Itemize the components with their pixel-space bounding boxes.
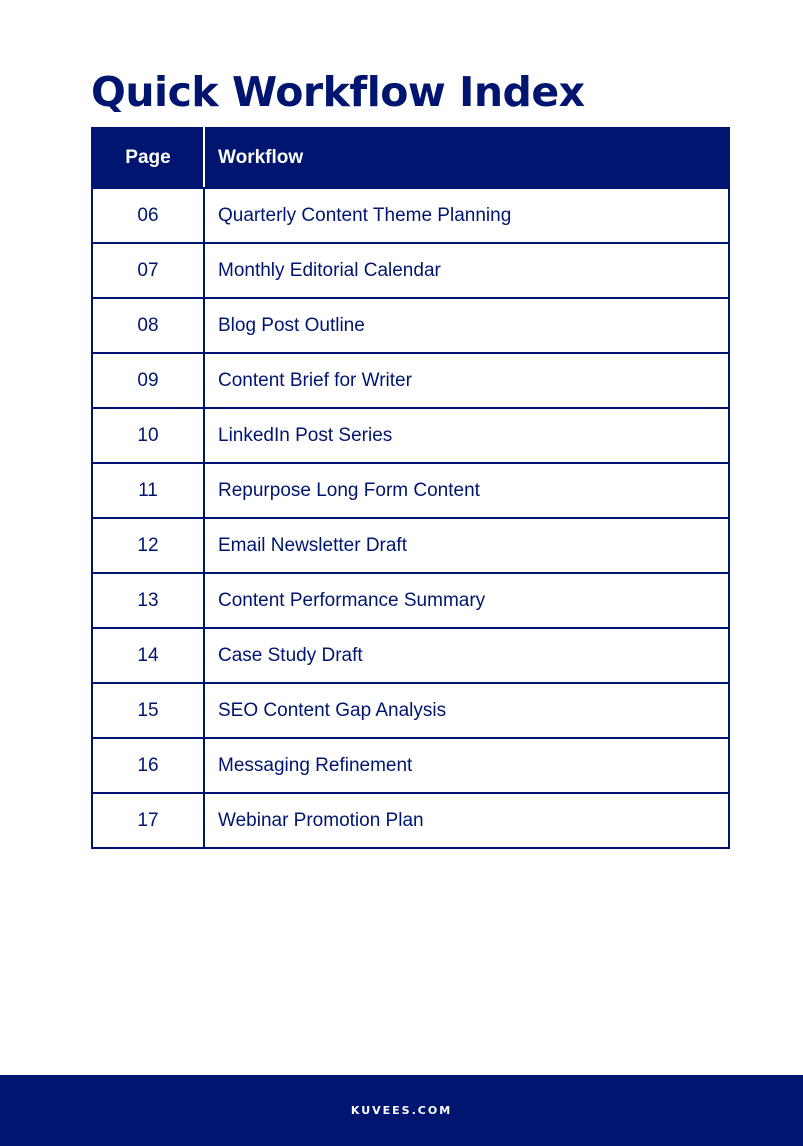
table-header-row (92, 128, 729, 188)
page-number-cell: 16 (92, 738, 204, 793)
workflow-name-cell: Content Brief for Writer (204, 353, 729, 408)
page-title: Quick Workflow Index (91, 68, 585, 116)
table-row (92, 243, 729, 298)
page-number-cell: 06 (92, 188, 204, 243)
page-number-cell: 14 (92, 628, 204, 683)
table-row (92, 628, 729, 683)
workflow-name-cell: Blog Post Outline (204, 298, 729, 353)
workflow-name-cell: Repurpose Long Form Content (204, 463, 729, 518)
table-row (92, 298, 729, 353)
footer-website: KUVEES.COM (350, 1104, 453, 1117)
page-number-cell: 17 (92, 793, 204, 848)
workflow-name-cell: Webinar Promotion Plan (204, 793, 729, 848)
table-row (92, 188, 729, 243)
workflow-name-cell: SEO Content Gap Analysis (204, 683, 729, 738)
workflow-name-cell: Case Study Draft (204, 628, 729, 683)
page-number-cell: 08 (92, 298, 204, 353)
page-number-cell: 10 (92, 408, 204, 463)
page-number-cell: 09 (92, 353, 204, 408)
workflow-name-cell: Monthly Editorial Calendar (204, 243, 729, 298)
workflow-name-cell: Messaging Refinement (204, 738, 729, 793)
page-number-cell: 07 (92, 243, 204, 298)
table-row (92, 353, 729, 408)
page-number-cell: 12 (92, 518, 204, 573)
table-row (92, 793, 729, 848)
table-row (92, 683, 729, 738)
footer-bar (0, 1075, 803, 1146)
header-page: Page (92, 128, 204, 188)
table-row (92, 738, 729, 793)
workflow-index-table (91, 127, 730, 849)
workflow-name-cell: Email Newsletter Draft (204, 518, 729, 573)
header-workflow: Workflow (204, 128, 729, 188)
table-row (92, 408, 729, 463)
workflow-name-cell: LinkedIn Post Series (204, 408, 729, 463)
workflow-name-cell: Content Performance Summary (204, 573, 729, 628)
page-number-cell: 13 (92, 573, 204, 628)
table-row (92, 463, 729, 518)
page-number-cell: 15 (92, 683, 204, 738)
table-row (92, 518, 729, 573)
table-row (92, 573, 729, 628)
workflow-name-cell: Quarterly Content Theme Planning (204, 188, 729, 243)
page-number-cell: 11 (92, 463, 204, 518)
